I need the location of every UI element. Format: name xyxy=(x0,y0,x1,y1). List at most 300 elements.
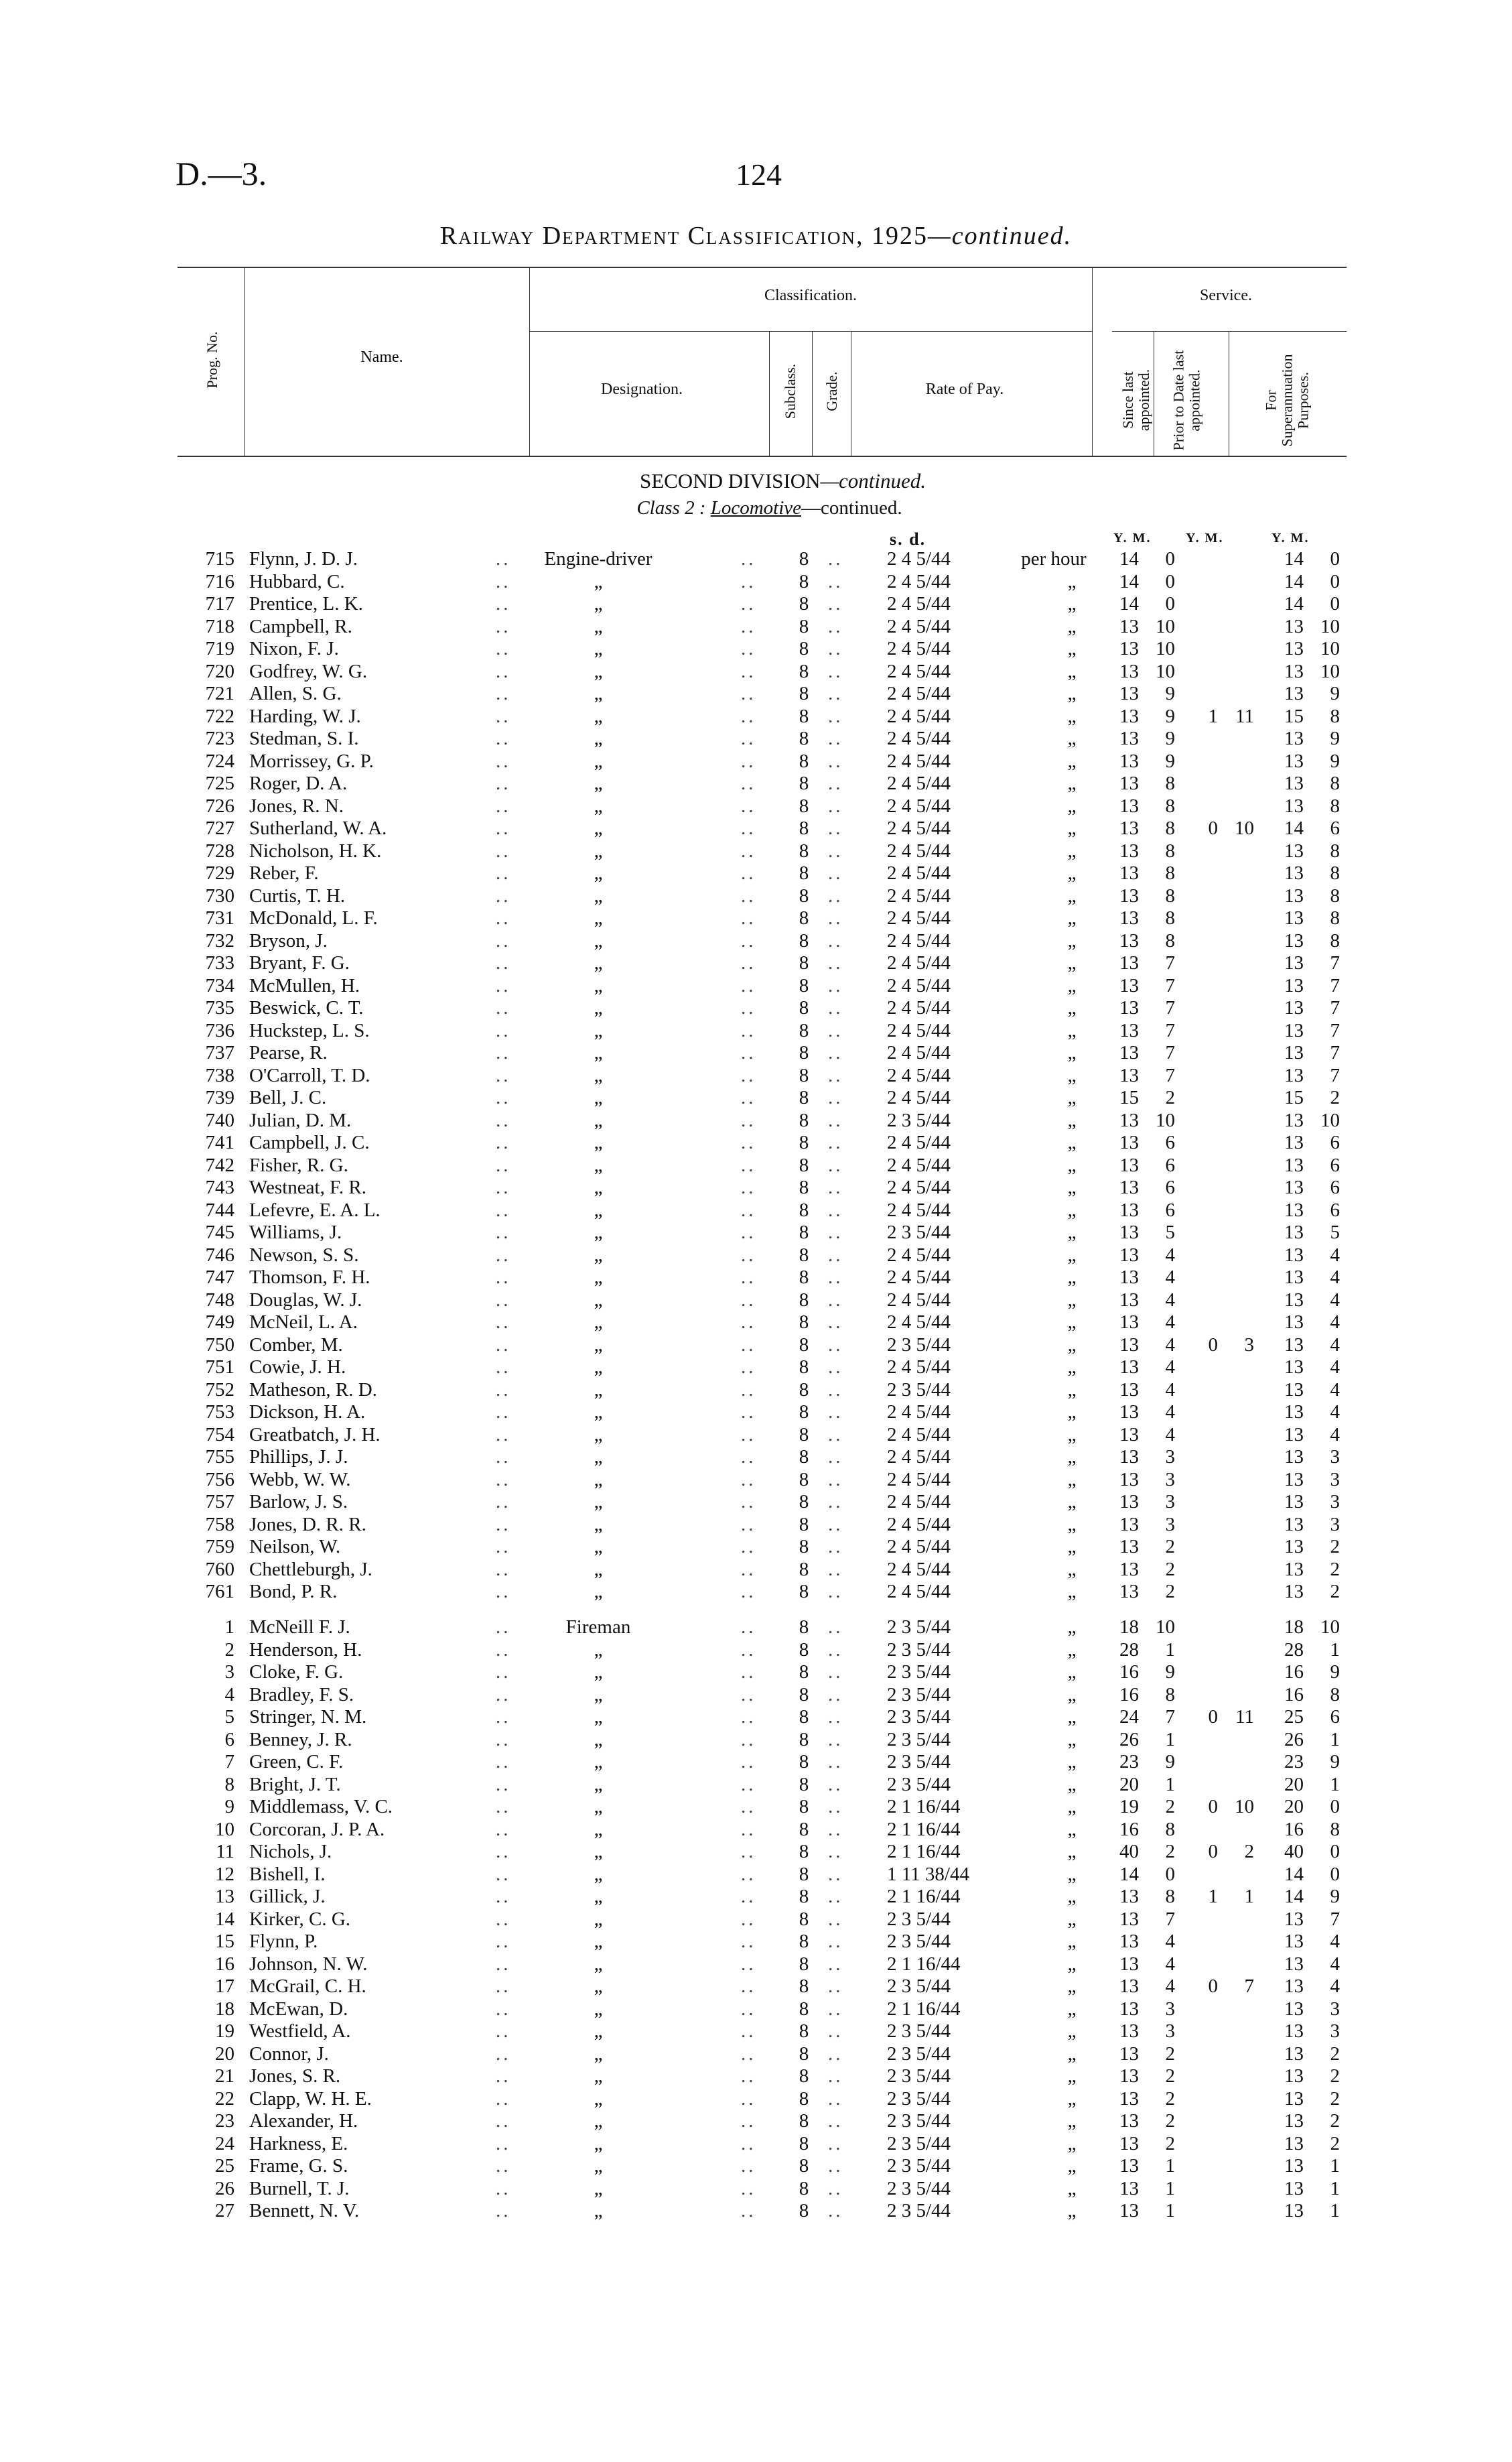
since-years: 13 xyxy=(1119,1423,1139,1445)
employee-name: Stedman, S. I. xyxy=(249,728,359,749)
since-years: 13 xyxy=(1119,1446,1139,1468)
rate-of-pay: 2 4 5/44 xyxy=(887,1536,951,1557)
subclass: 8 xyxy=(799,1199,809,1221)
leader-dots: .. xyxy=(741,1558,756,1580)
since-years: 13 xyxy=(1119,1334,1139,1356)
employee-name: Nicholson, H. K. xyxy=(249,840,382,862)
leader-dots: .. xyxy=(496,1728,511,1750)
employee-name: Harding, W. J. xyxy=(249,705,361,727)
engine-driver-row xyxy=(0,1267,1512,1289)
designation: „ xyxy=(594,750,603,772)
super-years: 28 xyxy=(1284,1638,1304,1661)
prog-no: 4 xyxy=(224,1683,234,1705)
leader-dots: .. xyxy=(741,1334,756,1356)
designation: „ xyxy=(594,1289,603,1311)
designation: „ xyxy=(594,929,603,952)
designation: „ xyxy=(594,1931,603,1952)
service-rule xyxy=(1112,331,1347,332)
since-months: 10 xyxy=(1156,1109,1175,1131)
employee-name: Thomson, F. H. xyxy=(249,1267,370,1288)
leader-dots: .. xyxy=(741,1581,756,1602)
leader-dots: .. xyxy=(828,1638,843,1661)
leader-dots: .. xyxy=(496,683,511,704)
since-months: 8 xyxy=(1165,907,1175,929)
rate-of-pay: 2 4 5/44 xyxy=(887,1581,951,1602)
super-months: 10 xyxy=(1320,660,1340,682)
super-years: 13 xyxy=(1284,2065,1304,2087)
since-years: 13 xyxy=(1119,2177,1139,2199)
fireman-row xyxy=(0,2200,1512,2222)
designation: „ xyxy=(594,1975,603,1997)
leader-dots: .. xyxy=(496,1154,511,1176)
prog-no: 750 xyxy=(205,1334,234,1356)
prog-no: 2 xyxy=(224,1638,234,1661)
since-months: 5 xyxy=(1165,1222,1175,1243)
leader-dots: .. xyxy=(496,1536,511,1557)
super-years: 13 xyxy=(1284,1468,1304,1490)
leader-dots: .. xyxy=(496,1886,511,1907)
leader-dots: .. xyxy=(741,1311,756,1333)
pay-unit: „ xyxy=(1067,1536,1077,1557)
leader-dots: .. xyxy=(828,1446,843,1468)
leader-dots: .. xyxy=(741,1132,756,1153)
leader-dots: .. xyxy=(496,1751,511,1772)
employee-name: Corcoran, J. P. A. xyxy=(249,1818,385,1840)
pay-unit: „ xyxy=(1067,795,1077,817)
employee-name: Pearse, R. xyxy=(249,1042,328,1063)
leader-dots: .. xyxy=(741,1773,756,1795)
since-years: 13 xyxy=(1119,974,1139,996)
fireman-row xyxy=(0,1796,1512,1818)
subclass: 8 xyxy=(799,1267,809,1288)
super-years: 15 xyxy=(1284,705,1304,727)
super-months: 1 xyxy=(1330,2200,1340,2221)
pay-unit: „ xyxy=(1067,1446,1077,1468)
leader-dots: .. xyxy=(828,1267,843,1288)
super-months: 2 xyxy=(1330,2043,1340,2065)
pay-unit: „ xyxy=(1067,2087,1077,2110)
prior-years: 1 xyxy=(1208,1886,1218,1907)
rate-of-pay: 2 4 5/44 xyxy=(887,1064,951,1086)
pay-unit: „ xyxy=(1067,1751,1077,1772)
rate-of-pay: 2 4 5/44 xyxy=(887,1019,951,1041)
prog-no: 10 xyxy=(215,1818,234,1840)
leader-dots: .. xyxy=(496,1616,511,1638)
leader-dots: .. xyxy=(741,593,756,614)
super-months: 4 xyxy=(1330,1334,1340,1356)
employee-name: Nixon, F. J. xyxy=(249,638,339,659)
pay-unit: „ xyxy=(1067,1267,1077,1288)
leader-dots: .. xyxy=(741,1356,756,1378)
leader-dots: .. xyxy=(741,750,756,772)
subclass: 8 xyxy=(799,1064,809,1086)
employee-name: Prentice, L. K. xyxy=(249,593,363,614)
pay-unit: per hour xyxy=(1021,548,1087,570)
employee-name: Curtis, T. H. xyxy=(249,885,346,907)
since-months: 1 xyxy=(1165,2200,1175,2221)
super-months: 4 xyxy=(1330,1401,1340,1423)
since-years: 13 xyxy=(1119,660,1139,682)
designation: „ xyxy=(594,1334,603,1356)
prog-no: 743 xyxy=(205,1177,234,1198)
subclass: 8 xyxy=(799,795,809,817)
super-months: 4 xyxy=(1330,1267,1340,1288)
engine-driver-row xyxy=(0,571,1512,593)
prog-no: 12 xyxy=(215,1863,234,1885)
since-years: 13 xyxy=(1119,1199,1139,1221)
leader-dots: .. xyxy=(741,2087,756,2110)
prog-no: 5 xyxy=(224,1706,234,1728)
prog-no: 735 xyxy=(205,997,234,1019)
since-years: 19 xyxy=(1119,1796,1139,1817)
fireman-row xyxy=(0,1908,1512,1931)
since-years: 13 xyxy=(1119,2155,1139,2177)
since-months: 8 xyxy=(1165,773,1175,794)
leader-dots: .. xyxy=(741,1886,756,1907)
leader-dots: .. xyxy=(741,1289,756,1311)
prog-no: 1 xyxy=(224,1616,234,1638)
pay-unit: „ xyxy=(1067,952,1077,974)
pay-unit: „ xyxy=(1067,818,1077,839)
leader-dots: .. xyxy=(496,1401,511,1423)
since-years: 13 xyxy=(1119,750,1139,772)
super-months: 2 xyxy=(1330,1558,1340,1580)
designation: „ xyxy=(594,885,603,907)
pay-unit: „ xyxy=(1067,885,1077,907)
since-years: 13 xyxy=(1119,1513,1139,1535)
leader-dots: .. xyxy=(741,1931,756,1952)
leader-dots: .. xyxy=(828,795,843,817)
prog-no: 733 xyxy=(205,952,234,974)
leader-dots: .. xyxy=(741,1491,756,1512)
pay-unit: „ xyxy=(1067,1289,1077,1311)
fireman-row xyxy=(0,2155,1512,2177)
prog-no: 26 xyxy=(215,2177,234,2199)
pay-unit: „ xyxy=(1067,593,1077,614)
super-months: 1 xyxy=(1330,1728,1340,1750)
leader-dots: .. xyxy=(828,1177,843,1198)
employee-name: Godfrey, W. G. xyxy=(249,660,368,682)
employee-name: McNeil, L. A. xyxy=(249,1311,358,1333)
leader-dots: .. xyxy=(741,1661,756,1683)
leader-dots: .. xyxy=(828,1401,843,1423)
since-years: 20 xyxy=(1119,1773,1139,1795)
rate-of-pay: 2 1 16/44 xyxy=(887,1886,961,1907)
subclass: 8 xyxy=(799,1423,809,1445)
pay-unit: „ xyxy=(1067,705,1077,727)
since-years: 28 xyxy=(1119,1638,1139,1661)
fireman-row xyxy=(0,1661,1512,1683)
super-months: 8 xyxy=(1330,705,1340,727)
designation: „ xyxy=(594,2087,603,2110)
leader-dots: .. xyxy=(741,1841,756,1862)
designation: „ xyxy=(594,818,603,839)
pay-unit: „ xyxy=(1067,1661,1077,1683)
prog-no: 25 xyxy=(215,2155,234,2177)
prog-no: 721 xyxy=(205,683,234,704)
leader-dots: .. xyxy=(496,1796,511,1817)
header-for-super: For Superannuation Purposes. xyxy=(1262,354,1312,447)
employee-name: Douglas, W. J. xyxy=(249,1289,362,1311)
leader-dots: .. xyxy=(496,1423,511,1445)
prog-no: 742 xyxy=(205,1154,234,1176)
super-years: 13 xyxy=(1284,2110,1304,2132)
employee-name: Jones, D. R. R. xyxy=(249,1513,366,1535)
super-months: 3 xyxy=(1330,1468,1340,1490)
subclass: 8 xyxy=(799,997,809,1019)
fireman-row xyxy=(0,1998,1512,2020)
subclass: 8 xyxy=(799,1841,809,1862)
pay-unit: „ xyxy=(1067,1401,1077,1423)
super-months: 4 xyxy=(1330,1378,1340,1401)
col-divider-2 xyxy=(529,267,530,456)
prog-no: 6 xyxy=(224,1728,234,1750)
subclass: 8 xyxy=(799,705,809,727)
super-months: 9 xyxy=(1330,1751,1340,1772)
since-years: 13 xyxy=(1119,952,1139,974)
leader-dots: .. xyxy=(828,1468,843,1490)
designation: „ xyxy=(594,1132,603,1153)
pay-unit: „ xyxy=(1067,1199,1077,1221)
rate-of-pay: 2 3 5/44 xyxy=(887,2087,951,2110)
subclass: 8 xyxy=(799,750,809,772)
subclass: 8 xyxy=(799,1616,809,1638)
employee-name: Campbell, J. C. xyxy=(249,1132,370,1153)
employee-name: Hubbard, C. xyxy=(249,570,345,592)
leader-dots: .. xyxy=(828,1751,843,1772)
designation: „ xyxy=(594,2043,603,2065)
employee-name: Connor, J. xyxy=(249,2043,329,2065)
super-months: 2 xyxy=(1330,1087,1340,1108)
super-years: 18 xyxy=(1284,1616,1304,1638)
pay-unit: „ xyxy=(1067,2155,1077,2177)
pay-unit: „ xyxy=(1067,929,1077,952)
employee-name: Greatbatch, J. H. xyxy=(249,1423,381,1445)
prog-no: 725 xyxy=(205,773,234,794)
since-years: 13 xyxy=(1119,1581,1139,1602)
designation: „ xyxy=(594,952,603,974)
pay-unit: „ xyxy=(1067,1132,1077,1153)
rate-of-pay: 2 4 5/44 xyxy=(887,907,951,929)
super-years: 13 xyxy=(1284,1931,1304,1952)
employee-name: Chettleburgh, J. xyxy=(249,1558,372,1580)
super-years: 13 xyxy=(1284,862,1304,884)
employee-name: Comber, M. xyxy=(249,1334,343,1356)
prog-no: 19 xyxy=(215,2020,234,2042)
leader-dots: .. xyxy=(741,2155,756,2177)
prog-no: 761 xyxy=(205,1581,234,1602)
rate-of-pay: 2 4 5/44 xyxy=(887,862,951,884)
since-months: 3 xyxy=(1165,2020,1175,2042)
engine-driver-row xyxy=(0,862,1512,885)
super-years: 40 xyxy=(1284,1841,1304,1862)
fireman-row xyxy=(0,1953,1512,1975)
subclass: 8 xyxy=(799,1863,809,1885)
leader-dots: .. xyxy=(741,548,756,570)
fireman-row xyxy=(0,2110,1512,2132)
prog-no: 27 xyxy=(215,2200,234,2221)
super-months: 0 xyxy=(1330,1796,1340,1817)
since-months: 4 xyxy=(1165,1423,1175,1445)
designation: „ xyxy=(594,2132,603,2154)
fireman-row xyxy=(0,1751,1512,1773)
leader-dots: .. xyxy=(828,862,843,884)
prior-years: 1 xyxy=(1208,705,1218,727)
leader-dots: .. xyxy=(496,1019,511,1041)
leader-dots: .. xyxy=(496,1064,511,1086)
super-months: 7 xyxy=(1330,997,1340,1019)
since-years: 13 xyxy=(1119,1886,1139,1907)
prog-no: 754 xyxy=(205,1423,234,1445)
rate-of-pay: 2 4 5/44 xyxy=(887,728,951,749)
since-months: 2 xyxy=(1165,2065,1175,2087)
prog-no: 749 xyxy=(205,1311,234,1333)
since-years: 14 xyxy=(1119,570,1139,592)
pay-unit: „ xyxy=(1067,1378,1077,1401)
since-months: 9 xyxy=(1165,750,1175,772)
rate-of-pay: 2 3 5/44 xyxy=(887,2065,951,2087)
prog-no: 719 xyxy=(205,638,234,659)
since-years: 13 xyxy=(1119,1019,1139,1041)
super-months: 7 xyxy=(1330,1042,1340,1063)
engine-driver-row xyxy=(0,638,1512,660)
division-name: SECOND DIVISION xyxy=(639,469,821,493)
leader-dots: .. xyxy=(828,548,843,570)
super-years: 20 xyxy=(1284,1796,1304,1817)
leader-dots: .. xyxy=(741,728,756,749)
since-months: 8 xyxy=(1165,1886,1175,1907)
designation: „ xyxy=(594,1818,603,1840)
leader-dots: .. xyxy=(828,1558,843,1580)
employee-name: McGrail, C. H. xyxy=(249,1975,366,1997)
super-years: 13 xyxy=(1284,1998,1304,2020)
subclass: 8 xyxy=(799,570,809,592)
designation: „ xyxy=(594,1558,603,1580)
subclass: 8 xyxy=(799,1177,809,1198)
subclass: 8 xyxy=(799,1796,809,1817)
leader-dots: .. xyxy=(496,1042,511,1063)
employee-name: Stringer, N. M. xyxy=(249,1706,367,1728)
designation: „ xyxy=(594,1042,603,1063)
leader-dots: .. xyxy=(496,997,511,1019)
prog-no: 24 xyxy=(215,2132,234,2154)
super-months: 7 xyxy=(1330,1064,1340,1086)
super-months: 2 xyxy=(1330,1581,1340,1602)
super-months: 4 xyxy=(1330,1931,1340,1952)
super-months: 0 xyxy=(1330,1863,1340,1885)
since-years: 13 xyxy=(1119,1311,1139,1333)
since-months: 4 xyxy=(1165,1356,1175,1378)
since-years: 13 xyxy=(1119,1356,1139,1378)
leader-dots: .. xyxy=(828,1378,843,1401)
engine-driver-row xyxy=(0,1177,1512,1199)
subclass: 8 xyxy=(799,1289,809,1311)
since-months: 1 xyxy=(1165,1773,1175,1795)
rate-of-pay: 2 3 5/44 xyxy=(887,1378,951,1401)
prior-months: 7 xyxy=(1244,1975,1254,1997)
super-years: 13 xyxy=(1284,1536,1304,1557)
since-years: 13 xyxy=(1119,929,1139,952)
leader-dots: .. xyxy=(828,1683,843,1705)
rate-of-pay: 2 4 5/44 xyxy=(887,1558,951,1580)
super-years: 16 xyxy=(1284,1683,1304,1705)
header-prog-no: Prog. No. xyxy=(204,331,220,389)
employee-name: Cowie, J. H. xyxy=(249,1356,346,1378)
leader-dots: .. xyxy=(741,1706,756,1728)
leader-dots: .. xyxy=(496,1132,511,1153)
rate-of-pay: 2 3 5/44 xyxy=(887,1683,951,1705)
since-years: 13 xyxy=(1119,1267,1139,1288)
employee-name: Bryant, F. G. xyxy=(249,952,350,974)
since-months: 8 xyxy=(1165,840,1175,862)
rate-of-pay: 2 1 16/44 xyxy=(887,1841,961,1862)
engine-driver-row xyxy=(0,661,1512,683)
rate-of-pay: 2 4 5/44 xyxy=(887,1132,951,1153)
super-months: 4 xyxy=(1330,1356,1340,1378)
designation: „ xyxy=(594,1513,603,1535)
super-months: 4 xyxy=(1330,1953,1340,1975)
prog-no: 13 xyxy=(215,1886,234,1907)
subclass: 8 xyxy=(799,1154,809,1176)
rate-of-pay: 2 4 5/44 xyxy=(887,1311,951,1333)
title-main: Railway Department Classification, 1925 xyxy=(439,222,928,250)
super-years: 13 xyxy=(1284,795,1304,817)
leader-dots: .. xyxy=(741,862,756,884)
engine-driver-row xyxy=(0,1311,1512,1334)
prog-no: 731 xyxy=(205,907,234,929)
fireman-row xyxy=(0,1729,1512,1751)
engine-driver-row xyxy=(0,795,1512,818)
pay-unit: „ xyxy=(1067,1998,1077,2020)
leader-dots: .. xyxy=(828,1311,843,1333)
since-months: 4 xyxy=(1165,1311,1175,1333)
employee-name: McMullen, H. xyxy=(249,974,360,996)
pay-unit: „ xyxy=(1067,1222,1077,1243)
section-heading xyxy=(0,469,1512,493)
leader-dots: .. xyxy=(741,773,756,794)
leader-dots: .. xyxy=(741,1975,756,1997)
super-months: 1 xyxy=(1330,1638,1340,1661)
since-months: 2 xyxy=(1165,2132,1175,2154)
subclass: 8 xyxy=(799,2043,809,2065)
leader-dots: .. xyxy=(496,1638,511,1661)
leader-dots: .. xyxy=(496,615,511,637)
subclass: 8 xyxy=(799,1087,809,1108)
rate-of-pay: 2 4 5/44 xyxy=(887,929,951,952)
leader-dots: .. xyxy=(741,615,756,637)
leader-dots: .. xyxy=(741,2200,756,2221)
since-months: 10 xyxy=(1156,1616,1175,1638)
super-years: 13 xyxy=(1284,2155,1304,2177)
fireman-row xyxy=(0,1639,1512,1661)
rate-of-pay: 2 4 5/44 xyxy=(887,1356,951,1378)
super-months: 8 xyxy=(1330,773,1340,794)
subclass: 8 xyxy=(799,593,809,614)
pay-unit: „ xyxy=(1067,1019,1077,1041)
leader-dots: .. xyxy=(496,1998,511,2020)
leader-dots: .. xyxy=(496,1491,511,1512)
subclass: 8 xyxy=(799,1975,809,1997)
leader-dots: .. xyxy=(828,1661,843,1683)
since-months: 9 xyxy=(1165,683,1175,704)
document-ref: D.—3. xyxy=(176,155,267,192)
super-months: 9 xyxy=(1330,683,1340,704)
super-months: 6 xyxy=(1330,1706,1340,1728)
engine-driver-row xyxy=(0,1536,1512,1558)
super-months: 3 xyxy=(1330,2020,1340,2042)
header-subclass: Subclass. xyxy=(782,363,799,419)
pay-unit: „ xyxy=(1067,1244,1077,1266)
